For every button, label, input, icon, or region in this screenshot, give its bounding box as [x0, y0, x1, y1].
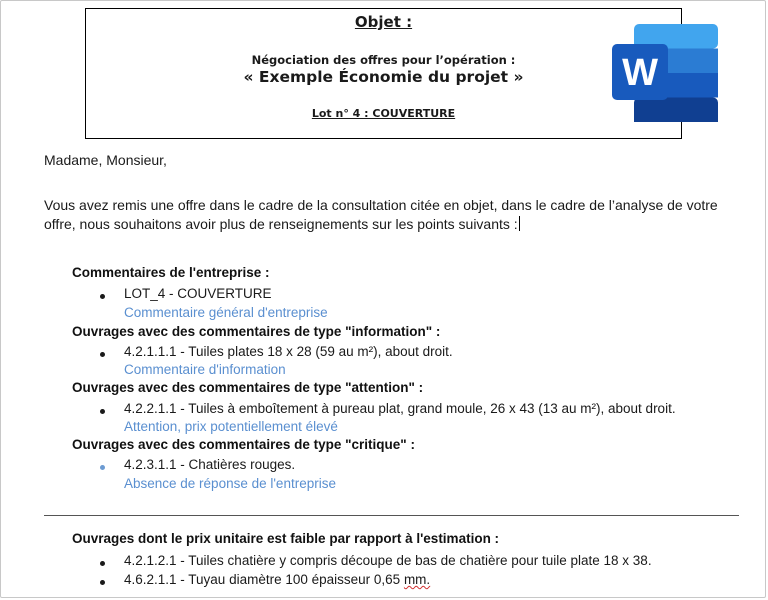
greeting: Madame, Monsieur,	[44, 152, 167, 168]
comment-link[interactable]: Attention, prix potentiellement élevé	[124, 419, 338, 434]
object-subtitle: Négociation des offres pour l’opération :	[251, 53, 516, 67]
list-item: LOT_4 - COUVERTURE	[124, 286, 272, 301]
intro-paragraph: Vous avez remis une offre dans le cadre de la consultation citée en objet, dans le cadre de l’analyse de votre offre, nous souhaitons avoir plus de renseignements sur les points suivants :	[44, 197, 718, 232]
bullet	[100, 465, 105, 470]
text-cursor	[519, 216, 520, 231]
object-title: Objet :	[354, 13, 413, 31]
section-heading-low-price: Ouvrages dont le prix unitaire est faible par rapport à l'estimation :	[72, 531, 500, 546]
word-letter: W	[622, 52, 658, 94]
comment-link[interactable]: Commentaire d'information	[124, 362, 286, 377]
horizontal-rule	[44, 515, 739, 516]
lot-label: Lot n° 4 : COUVERTURE	[311, 107, 456, 120]
section-heading-company: Commentaires de l'entreprise :	[72, 265, 270, 280]
list-item: 4.6.2.1.1 - Tuyau diamètre 100 épaisseur 0,65 mm.	[124, 572, 431, 587]
list-item: 4.2.1.2.1 - Tuiles chatière y compris découpe de bas de chatière pour tuile plate 18 x 38.	[124, 553, 652, 568]
section-heading-attention: Ouvrages avec des commentaires de type "attention" :	[72, 380, 424, 395]
section-heading-critical: Ouvrages avec des commentaires de type "critique" :	[72, 437, 415, 452]
spellcheck-word[interactable]: mm.	[403, 572, 431, 587]
bullet	[100, 352, 105, 357]
bullet	[100, 561, 105, 566]
comment-link[interactable]: Absence de réponse de l'entreprise	[124, 476, 336, 491]
list-item: 4.2.3.1.1 - Chatières rouges.	[124, 457, 296, 472]
section-heading-information: Ouvrages avec des commentaires de type "information" :	[72, 324, 441, 339]
object-box	[85, 8, 682, 139]
bullet	[100, 409, 105, 414]
list-item: 4.2.1.1.1 - Tuiles plates 18 x 28 (59 au m²), about droit.	[124, 344, 453, 359]
bullet	[100, 294, 105, 299]
project-name: « Exemple Économie du projet »	[243, 68, 524, 86]
bullet	[100, 580, 105, 585]
comment-link[interactable]: Commentaire général d'entreprise	[124, 305, 328, 320]
word-icon	[612, 24, 720, 122]
list-item: 4.2.2.1.1 - Tuiles à emboîtement à pureau plat, grand moule, 26 x 43 (13 au m²), about droit.	[124, 401, 676, 416]
